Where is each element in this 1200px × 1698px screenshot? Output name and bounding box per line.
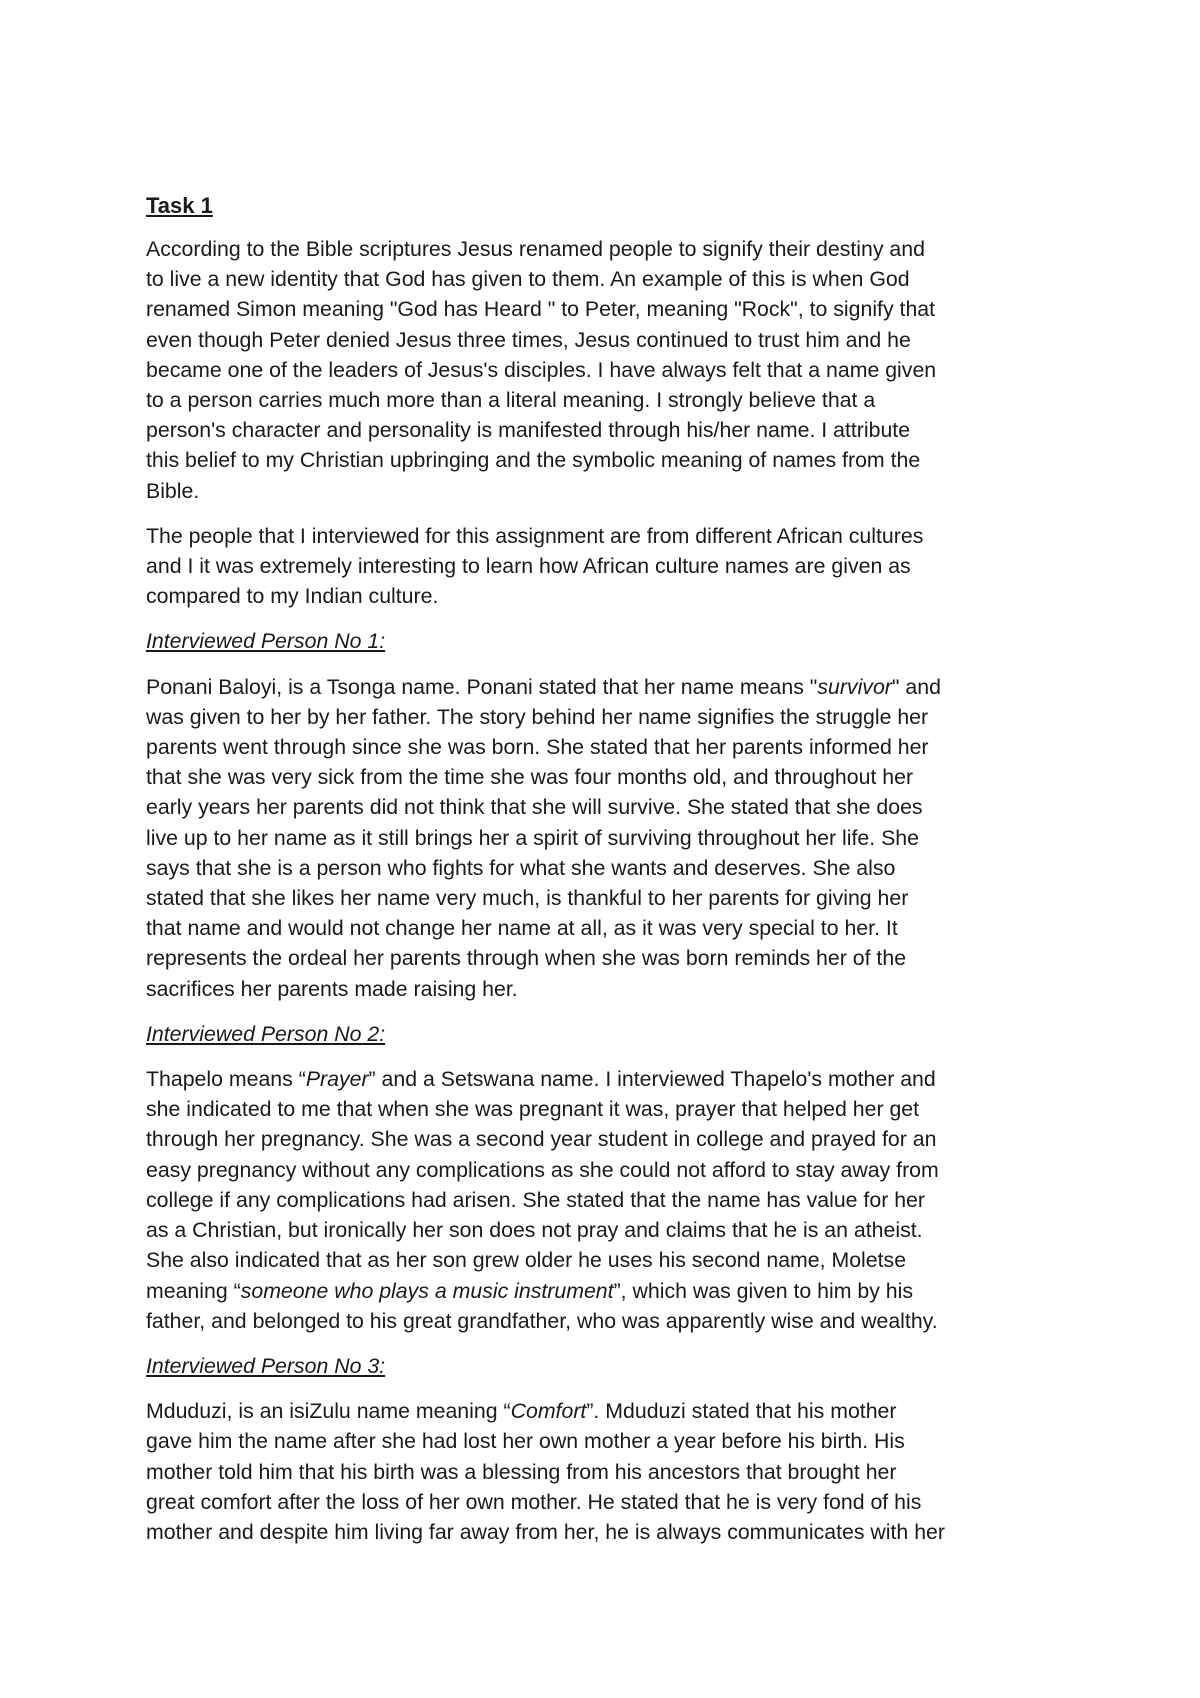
text-line: through her pregnancy. She was a second year student in college and prayed for an xyxy=(146,1127,937,1152)
text-line: to a person carries much more than a literal meaning. I strongly believe that a xyxy=(146,388,876,413)
text-line: and I it was extremely interesting to learn how African culture names are given as xyxy=(146,554,911,579)
text-run: meaning “ xyxy=(146,1278,241,1303)
text-run: ” and a Setswana name. I interviewed Thapelo's mother and xyxy=(368,1067,936,1092)
text-run: " and xyxy=(891,674,941,699)
text-line: that name and would not change her name at all, as it was very special to her. It xyxy=(146,916,898,941)
intro-paragraph xyxy=(146,234,1066,506)
emphasis-text: Prayer xyxy=(305,1067,369,1092)
text-line: Bible. xyxy=(146,478,200,503)
text-line: She also indicated that as her son grew older he uses his second name, Moletse xyxy=(146,1248,907,1273)
text-line xyxy=(146,1064,1066,1094)
person-1-paragraph xyxy=(146,672,1066,1004)
text-line: to live a new identity that God has given to them. An example of this is when God xyxy=(146,267,910,292)
document-page xyxy=(146,190,1066,1562)
text-line: gave him the name after she had lost her own mother a year before his birth. His xyxy=(146,1429,905,1454)
task-title: Task 1 xyxy=(146,193,213,218)
text-line: represents the ordeal her parents through when she was born reminds her of the xyxy=(146,946,907,971)
text-line xyxy=(146,1276,1066,1306)
person-2-heading: Interviewed Person No 2: xyxy=(146,1021,386,1046)
text-line: sacrifices her parents made raising her. xyxy=(146,976,518,1001)
text-line: According to the Bible scriptures Jesus renamed people to signify their destiny and xyxy=(146,237,925,261)
person-2-paragraph xyxy=(146,1064,1066,1336)
emphasis-text: someone who plays a music instrument xyxy=(240,1278,614,1303)
text-line: this belief to my Christian upbringing and the symbolic meaning of names from the xyxy=(146,448,921,473)
text-line: person's character and personality is manifested through his/her name. I attribute xyxy=(146,418,911,443)
text-run: ”, which was given to him by his xyxy=(613,1278,914,1303)
interviews-intro-paragraph xyxy=(146,521,1066,612)
text-line: father, and belonged to his great grandfather, who was apparently wise and wealthy. xyxy=(146,1308,938,1333)
text-line xyxy=(146,1396,1066,1426)
text-line: live up to her name as it still brings her a spirit of surviving throughout her life. She xyxy=(146,825,919,850)
text-line: she indicated to me that when she was pregnant it was, prayer that helped her get xyxy=(146,1097,920,1122)
text-run: ”. Mduduzi stated that his mother xyxy=(586,1399,897,1424)
text-line: became one of the leaders of Jesus's disciples. I have always felt that a name given xyxy=(146,357,937,382)
text-line: The people that I interviewed for this assignment are from different African cultures xyxy=(146,523,924,548)
text-line: renamed Simon meaning "God has Heard " to Peter, meaning "Rock", to signify that xyxy=(146,297,936,322)
text-run: Thapelo means “ xyxy=(146,1067,306,1092)
text-line: mother told him that his birth was a blessing from his ancestors that brought her xyxy=(146,1459,897,1484)
text-run: Ponani Baloyi, is a Tsonga name. Ponani stated that her name means " xyxy=(146,674,818,699)
text-line: stated that she likes her name very much, is thankful to her parents for giving her xyxy=(146,886,909,911)
emphasis-text: survivor xyxy=(817,674,892,699)
text-line: early years her parents did not think that she will survive. She stated that she does xyxy=(146,795,923,820)
emphasis-text: Comfort xyxy=(510,1399,587,1424)
text-run: Mduduzi, is an isiZulu name meaning “ xyxy=(146,1399,511,1424)
text-line: parents went through since she was born. She stated that her parents informed her xyxy=(146,735,929,760)
text-line: was given to her by her father. The story behind her name signifies the struggle her xyxy=(146,704,929,729)
text-line: as a Christian, but ironically her son does not pray and claims that he is an atheist. xyxy=(146,1218,923,1243)
text-line: college if any complications had arisen. She stated that the name has value for her xyxy=(146,1187,925,1212)
text-line xyxy=(146,672,1066,702)
text-line: great comfort after the loss of her own mother. He stated that he is very fond of his xyxy=(146,1489,922,1514)
text-line: compared to my Indian culture. xyxy=(146,584,439,609)
text-line: easy pregnancy without any complications as she could not afford to stay away from xyxy=(146,1157,939,1182)
person-3-paragraph xyxy=(146,1396,1066,1547)
person-3-heading: Interviewed Person No 3: xyxy=(146,1353,386,1378)
text-line: even though Peter denied Jesus three times, Jesus continued to trust him and he xyxy=(146,327,911,352)
text-line: says that she is a person who fights for what she wants and deserves. She also xyxy=(146,855,896,880)
text-line: that she was very sick from the time she was four months old, and throughout her xyxy=(146,765,914,790)
person-1-heading: Interviewed Person No 1: xyxy=(146,629,386,654)
text-line: mother and despite him living far away from her, he is always communicates with her xyxy=(146,1519,945,1544)
